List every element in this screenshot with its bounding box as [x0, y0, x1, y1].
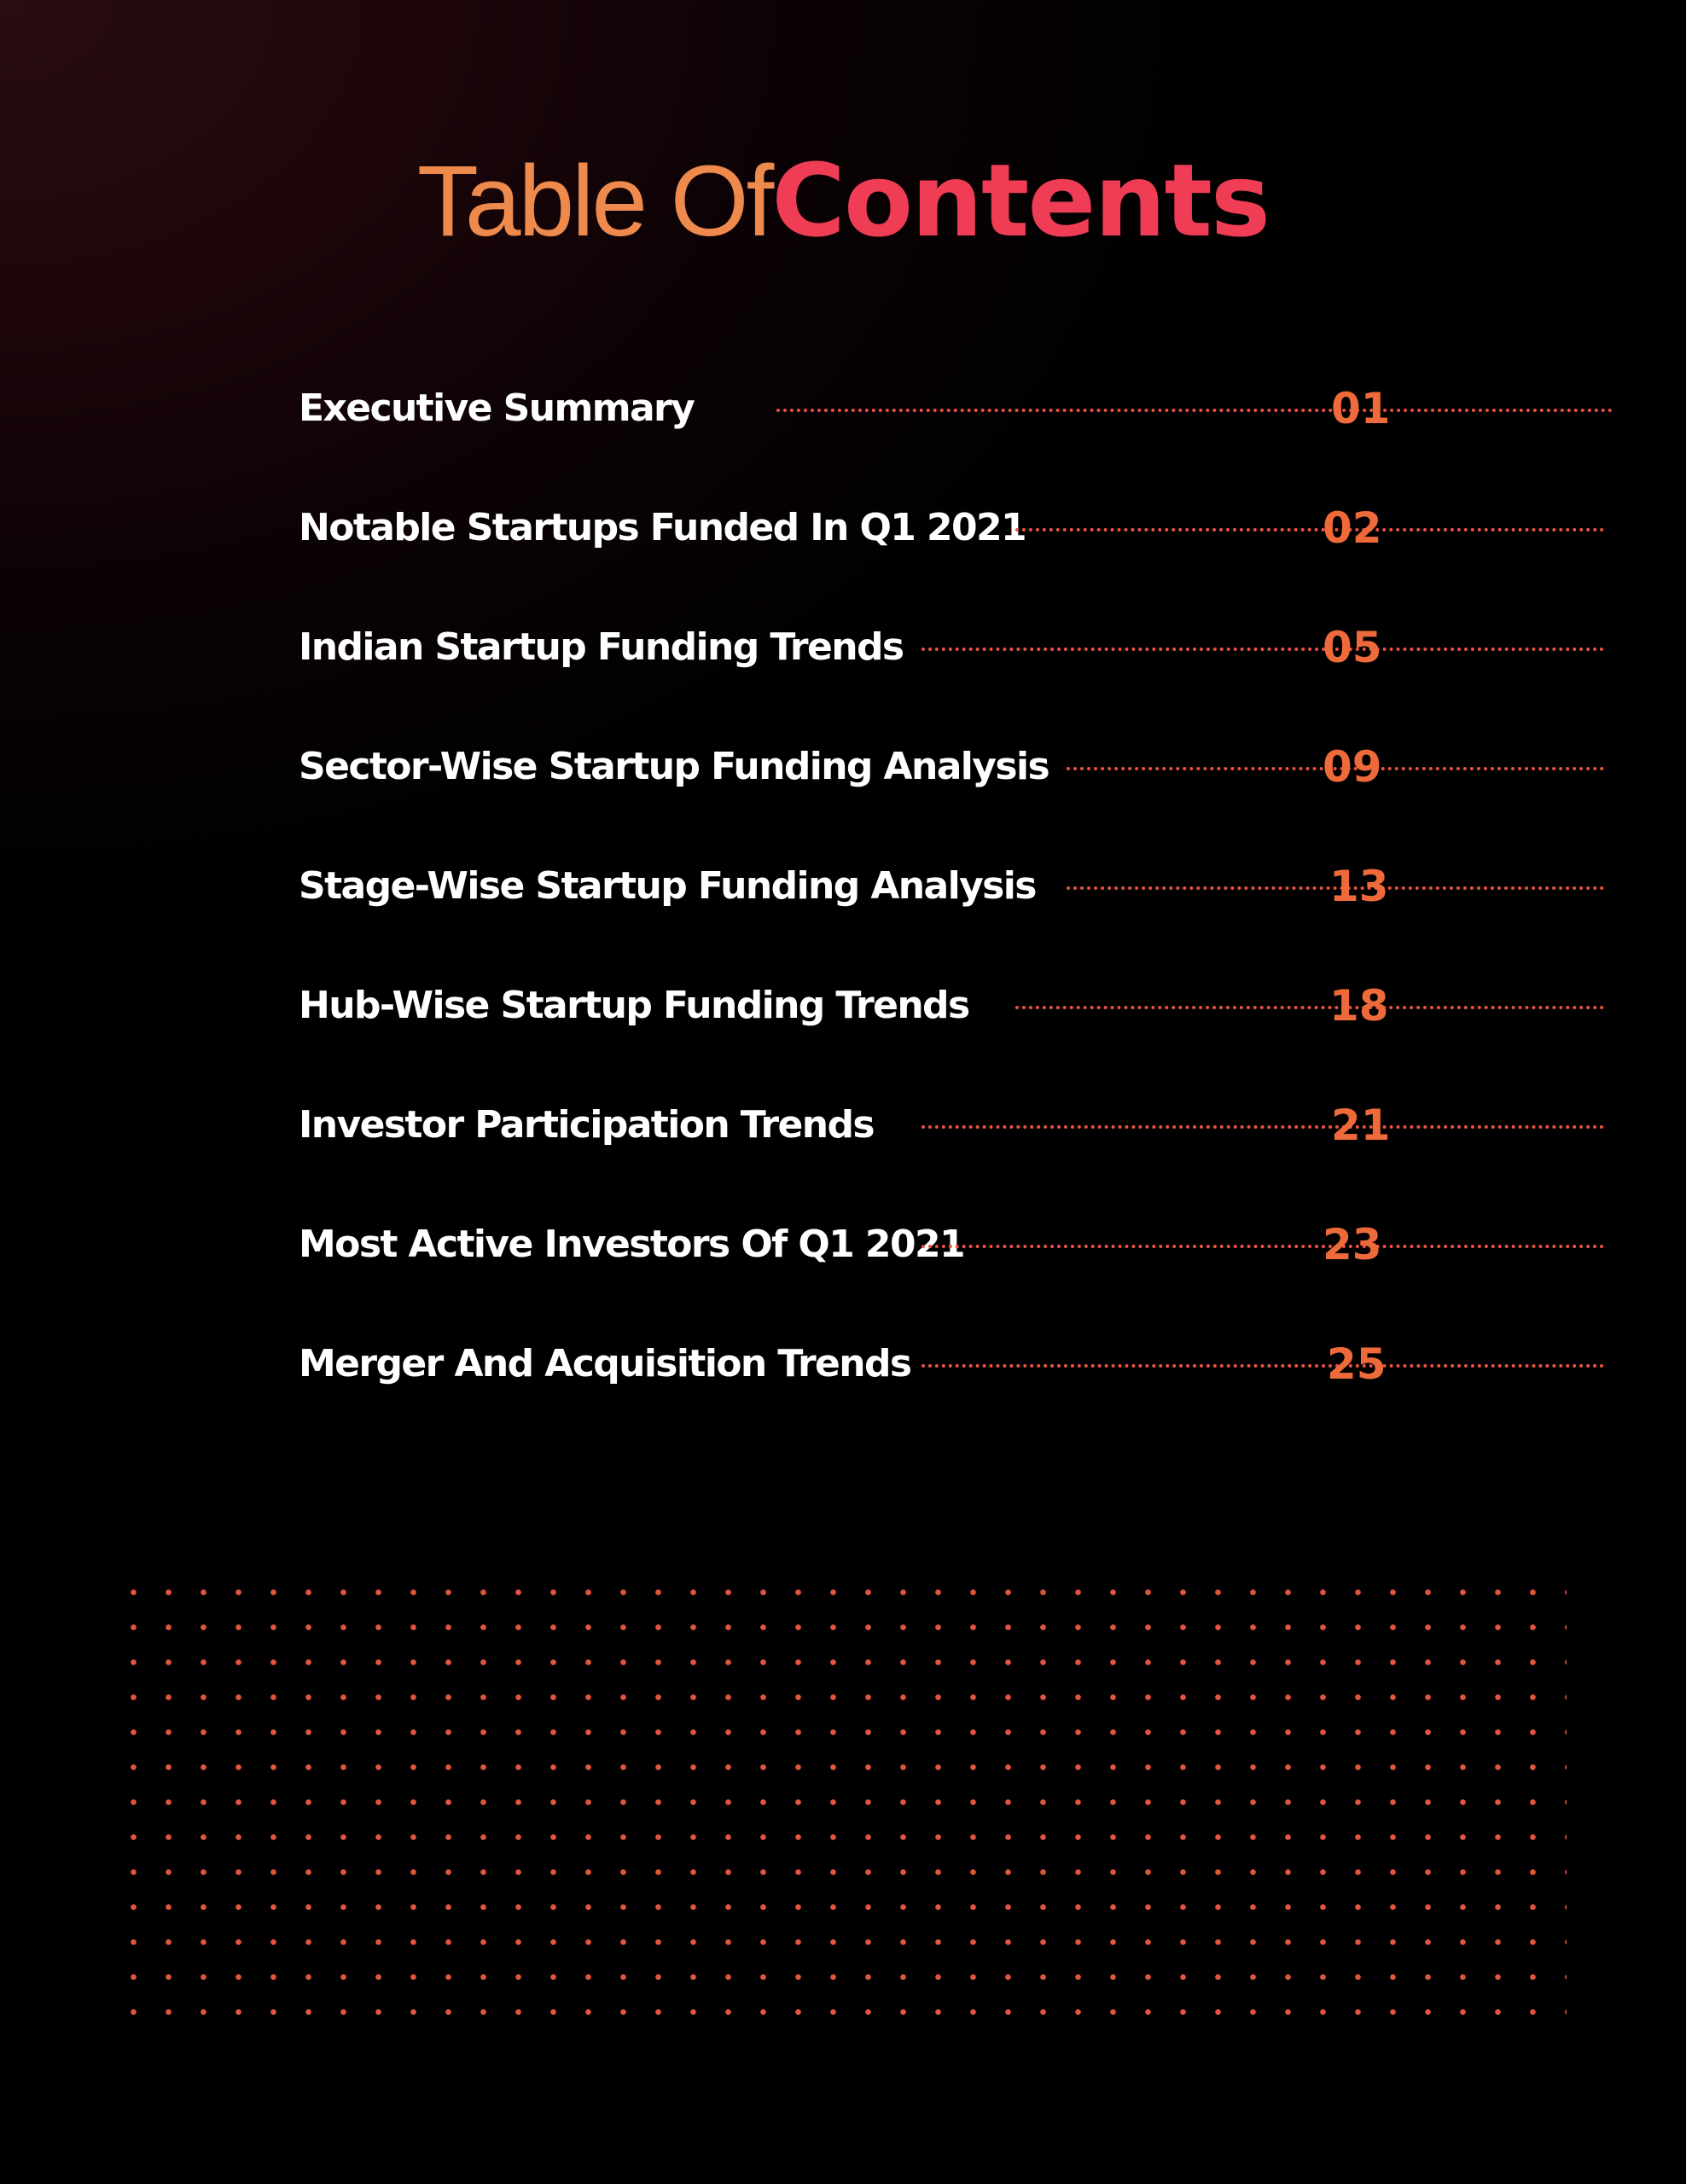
toc-page-number: 18: [1329, 981, 1389, 1031]
toc-page-number: 09: [1323, 742, 1382, 792]
toc-entry-executive-summary[interactable]: [299, 375, 1399, 443]
toc-leader-dots: [921, 1245, 1604, 1248]
toc-entry-label: Merger And Acquisition Trends: [299, 1342, 911, 1385]
toc-entry-label: Investor Participation Trends: [299, 1103, 874, 1147]
toc-page-number: 21: [1331, 1101, 1391, 1150]
toc-leader-dots: [921, 1364, 1604, 1368]
toc-entry-stage-wise[interactable]: [299, 852, 1399, 921]
toc-entry-most-active-investors[interactable]: [299, 1211, 1399, 1279]
toc-entry-label: Stage-Wise Startup Funding Analysis: [299, 864, 1036, 908]
toc-leader-dots: [921, 648, 1604, 651]
toc-page-number: 05: [1323, 623, 1382, 672]
toc-entry-merger-acquisition[interactable]: [299, 1330, 1399, 1398]
decorative-dot-grid: [116, 1575, 1567, 2044]
toc-entry-label: Sector-Wise Startup Funding Analysis: [299, 745, 1049, 788]
title-light: Table Of: [416, 145, 772, 258]
toc-entry-sector-wise[interactable]: [299, 733, 1399, 801]
toc-page-number: 02: [1323, 503, 1382, 553]
toc-page-number: 13: [1329, 862, 1389, 911]
toc-page-number: 01: [1331, 384, 1391, 433]
toc-entry-label: Indian Startup Funding Trends: [299, 625, 904, 669]
toc-page-number: 23: [1323, 1220, 1382, 1269]
toc-entry-label: Notable Startups Funded In Q1 2021: [299, 506, 1026, 549]
toc-leader-dots: [1015, 528, 1604, 531]
toc-entry-investor-participation[interactable]: [299, 1091, 1399, 1159]
title-bold: Contents: [771, 142, 1270, 259]
toc-leader-dots: [921, 1125, 1604, 1129]
toc-entry-label: Most Active Investors Of Q1 2021: [299, 1223, 964, 1266]
toc-entry-funding-trends[interactable]: [299, 613, 1399, 682]
toc-leader-dots: [776, 409, 1613, 412]
toc-entry-hub-wise[interactable]: [299, 972, 1399, 1040]
toc-entry-label: Executive Summary: [299, 386, 695, 430]
toc-entry-label: Hub-Wise Startup Funding Trends: [299, 984, 969, 1027]
toc-page-number: 25: [1327, 1339, 1387, 1389]
toc-leader-dots: [1015, 1006, 1604, 1009]
toc-entry-notable-startups[interactable]: [299, 494, 1399, 562]
